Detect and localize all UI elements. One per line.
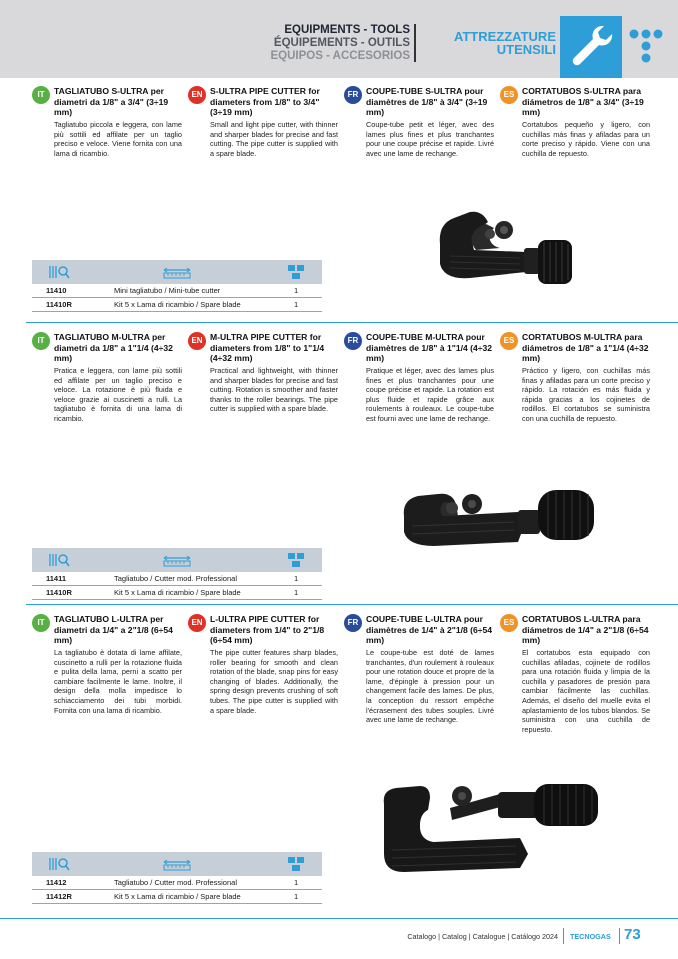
code-search-icon (48, 856, 70, 877)
footer-brand: TECNOGAS (570, 932, 611, 941)
l-ultra-pipe-cutter-image (380, 780, 610, 881)
category-line1: ATTREZZATURE (453, 29, 556, 44)
section-divider (26, 604, 678, 605)
table-row (32, 876, 322, 890)
product-title: M-ULTRA PIPE CUTTER for diameters from 1/8" to 1"1/4 (4÷32 mm) (210, 332, 325, 363)
product-description: Práctico y ligero, con cuchillas más finas y afiladas para un corte preciso y rápido. La rotación es más fluida y rápida gracias a los cojinetes de rodillos. El cortatubos se suministra con una cuchilla de repuesto. (522, 366, 650, 423)
table-row (32, 298, 322, 312)
item-description: Kit 5 x Lama di ricambio / Spare blade (114, 588, 241, 597)
lang-badge-en: EN (188, 614, 206, 632)
package-boxes-icon (286, 263, 306, 286)
product-title: CORTATUBOS S-ULTRA para diámetros de 1/8" a 3/4" (3÷19 mm) (522, 86, 644, 117)
table-header (32, 548, 322, 572)
header-titles (270, 24, 410, 63)
lang-badge-es: ES (500, 614, 518, 632)
table-row (32, 890, 322, 904)
item-description: Tagliatubo / Cutter mod. Professional (114, 574, 237, 583)
product-description: Le coupe-tube est doté de lames tranchantes, d'un roulement à rouleaux pour une rotation douce et propre de la lame, d'épingle à pression pour un changement facile des lames. De plus, la conception du ressort empêche l'écrasement des tubes souples. Livré avec une lame de rechange. (366, 648, 494, 725)
header-title-en: EQUIPMENTS - TOOLS (284, 24, 410, 36)
code-search-icon (48, 264, 70, 285)
footer-separator (563, 928, 564, 944)
lang-badge-fr: FR (344, 332, 362, 350)
item-description: Mini tagliatubo / Mini-tube cutter (114, 286, 221, 295)
item-description: Kit 5 x Lama di ricambio / Spare blade (114, 300, 241, 309)
product-title: COUPE-TUBE L-ULTRA pour diamètres de 1/4" à 2"1/8 (6÷54 mm) (366, 614, 493, 645)
lang-badge-es: ES (500, 332, 518, 350)
product-title: COUPE-TUBE S-ULTRA pour diamètres de 1/8" à 3/4" (3÷19 mm) (366, 86, 488, 117)
page-number: 73 (624, 926, 641, 943)
dots-logo-icon (628, 28, 664, 68)
item-qty: 1 (294, 878, 299, 887)
product-title: CORTATUBOS L-ULTRA para diámetros de 1/4" a 2"1/8 (6÷54 mm) (522, 614, 649, 645)
footer-separator (619, 928, 620, 944)
product-title: COUPE-TUBE M-ULTRA pour diamètres de 1/8" à 1"1/4 (4÷32 mm) (366, 332, 493, 363)
item-code: 11411 (46, 574, 67, 583)
item-code: 11410R (46, 588, 72, 597)
product-title: CORTATUBOS M-ULTRA para diámetros de 1/8" a 1"1/4 (4÷32 mm) (522, 332, 649, 363)
item-code: 11410 (46, 286, 67, 295)
lang-badge-en: EN (188, 86, 206, 104)
table-row (32, 586, 322, 600)
lang-badge-it: IT (32, 614, 50, 632)
product-description: Small and light pipe cutter, with thinner and sharper blades for precise and fast cutting. The pipe cutter is supplied with a spare blade. (210, 120, 338, 158)
item-qty: 1 (294, 574, 299, 583)
lang-badge-fr: FR (344, 86, 362, 104)
footer-catalog: Catalogo | Catalog | Catalogue | Catálogo 2024 (407, 932, 558, 941)
product-description: Tagliatubo piccola e leggera, con lame più sottili ed affilate per un taglio preciso e veloce. Viene fornita con una lama di ricambio. (54, 120, 182, 158)
item-code: 11410R (46, 300, 72, 309)
product-title: TAGLIATUBO L-ULTRA per diametri da 1/4" a 2"1/8 (6÷54 mm) (54, 614, 173, 645)
product-description: Coupe-tube petit et léger, avec des lames plus fines et plus tranchantes pour une coupe précise et rapide. Livré avec une lame de rechange. (366, 120, 494, 158)
table-header (32, 852, 322, 876)
footer-line (0, 918, 678, 919)
measure-icon (162, 554, 192, 572)
product-table (32, 260, 322, 312)
product-description: Cortatubos pequeño y ligero, con cuchillas más finas y afiladas para un corte preciso y rápido. Viene con una cuchilla de repuesto. (522, 120, 650, 158)
product-table (32, 852, 322, 904)
header-separator (414, 24, 416, 62)
s-ultra-pipe-cutter-image (430, 204, 580, 301)
product-description: La tagliatubo è dotata di lame affilate, cuscinetto a rulli per la rotazione fluida e pulita della lama, perni a scatto per cambiare facilmente le lame. Inoltre, il design della molla impedisce lo schiacciamento dei tubi morbidi. Fornita con una lama di ricambio. (54, 648, 182, 715)
header-title-fr: ÉQUIPEMENTS - OUTILS (273, 37, 410, 49)
item-qty: 1 (294, 300, 299, 309)
item-code: 11412 (46, 878, 67, 887)
m-ultra-pipe-cutter-image (398, 482, 608, 569)
header-category (454, 30, 556, 56)
measure-icon (162, 266, 192, 284)
lang-badge-en: EN (188, 332, 206, 350)
product-title: TAGLIATUBO M-ULTRA per diametri da 1/8" a 1"1/4 (4÷32 mm) (54, 332, 173, 363)
table-row (32, 284, 322, 298)
product-description: El cortatubos esta equipado con cuchillas afiladas, cojinete de rodillos para una rotación fluida y limpia de la cuchilla y pasadores de presión para cambiar fácilmente las cuchillas. Además, el diseño del muelle evita el aplastamiento de los tubos blandos. Se suministra con una cuchilla de repuesto. (522, 648, 650, 734)
category-line2: UTENSILI (496, 42, 556, 57)
package-boxes-icon (286, 855, 306, 878)
item-qty: 1 (294, 892, 299, 901)
product-description: Pratica e leggera, con lame più sottili ed affilate per un taglio preciso e veloce. La rotazione è più fluida e veloce grazie ai cuscinetti a rulli. La tagliatubo è fornita di una lama di ricambio. (54, 366, 182, 423)
product-title: TAGLIATUBO S-ULTRA per diametri da 1/8" a 3/4" (3÷19 mm) (54, 86, 169, 117)
lang-badge-fr: FR (344, 614, 362, 632)
page-header (0, 0, 678, 78)
package-boxes-icon (286, 551, 306, 574)
item-description: Kit 5 x Lama di ricambio / Spare blade (114, 892, 241, 901)
header-title-es: EQUIPOS - ACCESORIOS (270, 50, 410, 62)
product-description: Practical and lightweight, with thinner and sharper blades for precise and fast cutting. Rotation is smoother and faster thanks to the roller bearings. The pipe cutter is supplied with a spare blade. (210, 366, 338, 414)
item-description: Tagliatubo / Cutter mod. Professional (114, 878, 237, 887)
lang-badge-es: ES (500, 86, 518, 104)
table-header (32, 260, 322, 284)
code-search-icon (48, 552, 70, 573)
product-title: S-ULTRA PIPE CUTTER for diameters from 1/8" to 3/4" (3÷19 mm) (210, 86, 320, 117)
item-qty: 1 (294, 588, 299, 597)
lang-badge-it: IT (32, 332, 50, 350)
product-title: L-ULTRA PIPE CUTTER for diameters from 1/4" to 2"1/8 (6÷54 mm) (210, 614, 325, 645)
product-description: Pratique et léger, avec des lames plus fines et plus tranchantes pour une coupe précise et rapide. La rotation est plus fluide et rapide grâce aux roulements à rouleaux. Le coupe-tube est fourni avec une lame de rechange. (366, 366, 494, 423)
product-description: The pipe cutter features sharp blades, roller bearing for smooth and clean rotation of the blade, snap pins for easy changing of blades. Additionally, the spring design prevents crushing of soft tubes. The pipe cutter is supplied with a spare blade. (210, 648, 338, 715)
lang-badge-it: IT (32, 86, 50, 104)
item-code: 11412R (46, 892, 72, 901)
product-table (32, 548, 322, 600)
item-qty: 1 (294, 286, 299, 295)
section-divider (26, 322, 678, 323)
measure-icon (162, 858, 192, 876)
wrench-icon (560, 16, 622, 78)
table-row (32, 572, 322, 586)
